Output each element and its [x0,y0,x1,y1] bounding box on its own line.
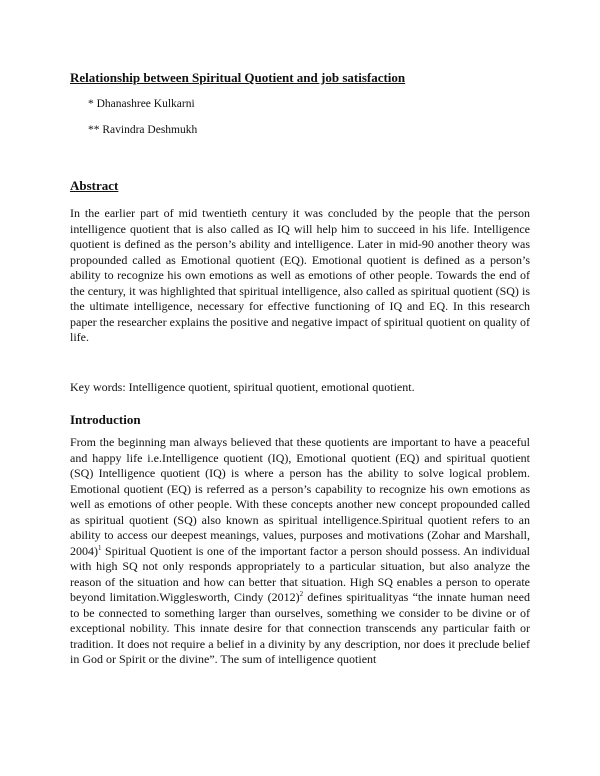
intro-text-part-2: Spiritual Quotient is one of the important factor a person should possess. An individual with high SQ not only responds appropriately to a particular situation, but also analyze the reason of the situation and how can better that situation. High SQ enables a person to operate beyond limitation.Wigglesworth, Cindy (2012) [70,543,530,604]
author-2: ** Ravindra Deshmukh [88,124,198,136]
author-1: * Dhanashree Kulkarni [88,98,195,110]
paper-title: Relationship between Spiritual Quotient and job satisfaction [70,70,406,85]
abstract-heading: Abstract [70,178,119,193]
abstract-text: In the earlier part of mid twentieth century it was concluded by the people that the person intelligence quotient that is also called as IQ will help him to succeed in his life. Intelligence quotient is defined as the person’s ability and intelligence. Later in mid-90 another theory was propounded called as Emotional quotient (EQ). Emotional quotient is defined as a person’s ability to recognize his own emotions as well as emotions of other people. Towards the end of the century, it was highlighted that spiritual intelligence, also called as spiritual quotient (SQ) is the ultimate intelligence, necessary for effective functioning of IQ and EQ. In this research paper the researcher explains the positive and negative impact of spiritual quotient on quality of life. [70,206,530,344]
introduction-heading: Introduction [70,412,141,427]
introduction-text [70,435,530,668]
keywords-line: Key words: Intelligence quotient, spiritual quotient, emotional quotient. [70,380,415,394]
footnote-ref-1: 1 [98,543,102,552]
intro-text-part-1: From the beginning man always believed that these quotients are important to have a peaceful and happy life i.e.Intelligence quotient (IQ), Emotional quotient (EQ) and spiritual quotient (SQ) Intelligence quotient (IQ) is where a person has the ability to solve logical problem. Emotional quotient (EQ) is referred as a person’s capability to recognize his own emotions as well as emotions of other people. With these concepts another new concept propounded called as spiritual quotient (SQ) also known as spiritual intelligence.Spiritual quotient refers to an ability to access our deepest meanings, values, purposes and motivations (Zohar and Marshall, 2004) [70,435,530,558]
footnote-ref-2: 2 [299,590,304,598]
intro-text-part-3: defines spiritualityas “the innate human need to be connected to something larger than ourselves, something we consider to be divine or of exceptional nobility. This innate desire for that connection transcends any particular faith or tradition. It does not require a belief in a divinity by any description, nor does it preclude belief in God or Spirit or the divine”. The sum of intelligence quotient [70,590,531,666]
